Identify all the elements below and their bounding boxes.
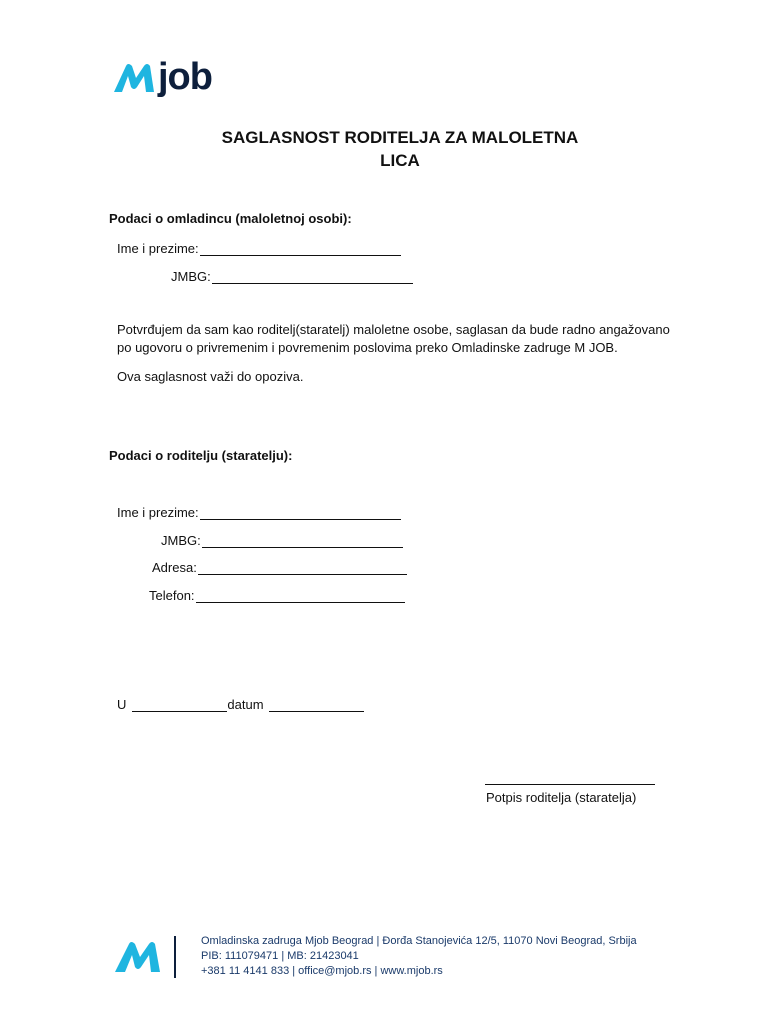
parent-address-label: Adresa: (152, 560, 197, 575)
minor-name-field[interactable] (117, 241, 401, 256)
date-line[interactable] (269, 697, 364, 712)
place-line[interactable] (132, 697, 227, 712)
minor-section-heading: Podaci o omladincu (maloletnoj osobi): (109, 211, 352, 226)
consent-paragraph (117, 321, 677, 357)
consent-line-1: Potvrđujem da sam kao roditelj(staratelj) maloletne osobe, saglasan da bude radno angažovano (117, 322, 670, 337)
minor-jmbg-field[interactable] (171, 269, 413, 284)
logo-text: job (158, 56, 212, 98)
title-line-2: LICA (380, 151, 420, 170)
footer-ids: PIB: 111079471 | MB: 21423041 (201, 950, 359, 962)
minor-jmbg-label: JMBG: (171, 269, 211, 284)
parent-address-field[interactable] (152, 560, 407, 575)
minor-name-label: Ime i prezime: (117, 241, 199, 256)
parent-name-field[interactable] (117, 505, 401, 520)
footer-info (201, 934, 637, 979)
signature-line[interactable] (485, 784, 655, 785)
parent-phone-label: Telefon: (149, 588, 195, 603)
m-logo-icon (112, 60, 156, 94)
parent-phone-field[interactable] (149, 588, 405, 603)
parent-section-heading: Podaci o roditelju (staratelju): (109, 448, 293, 463)
title-line-1: SAGLASNOST RODITELJA ZA MALOLETNA (221, 128, 579, 147)
parent-jmbg-line[interactable] (202, 533, 403, 548)
date-label: datum (227, 697, 264, 712)
parent-phone-line[interactable] (196, 588, 405, 603)
place-label: U (117, 697, 127, 712)
signature-label: Potpis roditelja (staratelja) (486, 790, 637, 805)
consent-line-2: po ugovoru o privremenim i povremenim poslovima preko Omladinske zadruge M JOB. (117, 340, 618, 355)
parent-name-label: Ime i prezime: (117, 505, 199, 520)
consent-validity: Ova saglasnost važi do opoziva. (117, 369, 304, 384)
footer-contact: +381 11 4141 833 | office@mjob.rs | www.mjob.rs (201, 965, 443, 977)
place-date-field[interactable] (117, 697, 364, 712)
parent-jmbg-field[interactable] (161, 533, 403, 548)
document-title (0, 126, 768, 172)
minor-jmbg-line[interactable] (212, 269, 413, 284)
parent-name-line[interactable] (200, 505, 401, 520)
footer-address: Omladinska zadruga Mjob Beograd | Đorđa Stanojevića 12/5, 11070 Novi Beograd, Srbija (201, 935, 637, 947)
parent-jmbg-label: JMBG: (161, 533, 201, 548)
minor-name-line[interactable] (200, 241, 401, 256)
footer-m-logo-icon (114, 938, 164, 974)
footer-divider (174, 936, 176, 978)
company-logo (112, 50, 212, 98)
parent-address-line[interactable] (198, 560, 407, 575)
